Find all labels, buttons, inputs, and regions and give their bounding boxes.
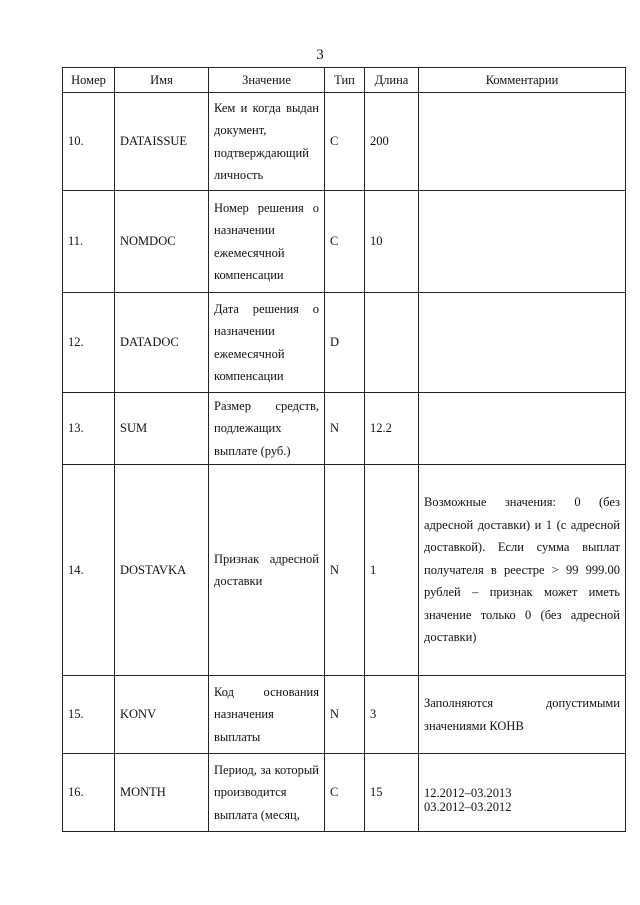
row-comment — [419, 191, 626, 293]
row-value: Дата решения о назначении ежемесячной компенсации — [209, 293, 325, 393]
comment-period-second: 03.2012–03.2012 — [424, 800, 512, 814]
header-number: Номер — [63, 68, 115, 93]
row-name: KONV — [115, 676, 209, 754]
table-row — [63, 93, 626, 191]
row-type: C — [325, 93, 365, 191]
page-number: 3 — [316, 47, 324, 63]
table-row — [63, 293, 626, 393]
row-number: 16. — [63, 754, 115, 832]
row-name: DATADOC — [115, 293, 209, 393]
row-number: 13. — [63, 393, 115, 465]
row-number: 14. — [63, 465, 115, 676]
row-length: 12.2 — [365, 393, 419, 465]
table-header-row — [63, 68, 626, 93]
row-name: DOSTAVKA — [115, 465, 209, 676]
row-type: C — [325, 754, 365, 832]
row-comment: Заполняются допустимыми значениями КОНВ — [419, 676, 626, 754]
row-length: 1 — [365, 465, 419, 676]
header-comment: Комментарии — [419, 68, 626, 93]
row-length: 10 — [365, 191, 419, 293]
row-name: DATAISSUE — [115, 93, 209, 191]
row-comment — [419, 754, 626, 832]
row-value: Период, за который производится выплата (месяц, — [209, 754, 325, 832]
row-number: 11. — [63, 191, 115, 293]
row-type: C — [325, 191, 365, 293]
row-comment — [419, 93, 626, 191]
row-type: N — [325, 393, 365, 465]
header-length: Длина — [365, 68, 419, 93]
row-number: 15. — [63, 676, 115, 754]
header-type: Тип — [325, 68, 365, 93]
header-name: Имя — [115, 68, 209, 93]
table-row — [63, 676, 626, 754]
row-comment: Возможные значения: 0 (без адресной доставки) и 1 (с адресной доставкой). Если сумма выплат получателя в реестре > 99 999.00 рублей – признак может иметь значение только 0 (без адресной доставки) — [419, 465, 626, 676]
table-row — [63, 465, 626, 676]
row-length: 15 — [365, 754, 419, 832]
row-length — [365, 293, 419, 393]
table-row — [63, 393, 626, 465]
row-comment — [419, 293, 626, 393]
row-type: D — [325, 293, 365, 393]
table-row — [63, 754, 626, 832]
table-row — [63, 191, 626, 293]
row-comment — [419, 393, 626, 465]
row-type: N — [325, 465, 365, 676]
row-number: 10. — [63, 93, 115, 191]
row-value: Номер решения о назначении ежемесячной компенсации — [209, 191, 325, 293]
row-length: 3 — [365, 676, 419, 754]
row-number: 12. — [63, 293, 115, 393]
header-value: Значение — [209, 68, 325, 93]
row-value: Признак адресной доставки — [209, 465, 325, 676]
row-type: N — [325, 676, 365, 754]
field-spec-table — [62, 67, 626, 832]
comment-period-first: 12.2012–03.2013 — [424, 785, 512, 800]
row-value: Код основания назначения выплаты — [209, 676, 325, 754]
row-value: Кем и когда выдан документ, подтверждающий личность — [209, 93, 325, 191]
row-name: SUM — [115, 393, 209, 465]
row-length: 200 — [365, 93, 419, 191]
row-name: NOMDOC — [115, 191, 209, 293]
row-name: MONTH — [115, 754, 209, 832]
row-value: Размер средств, подлежащих выплате (руб.) — [209, 393, 325, 465]
